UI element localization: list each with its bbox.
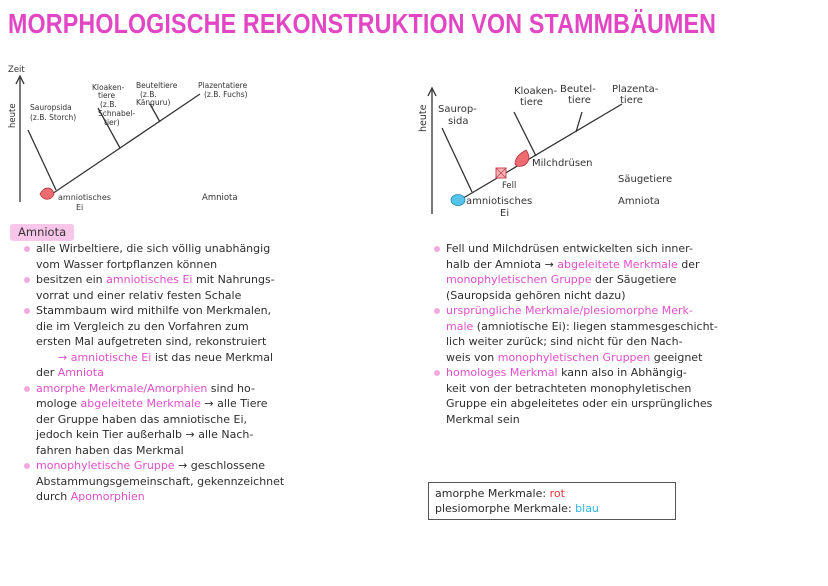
note-item: ursprüngliche Merkmale/plesiomorphe Merk- male (amniotische Ei): liegen stammesgeschicht- lich weiter zurück; sind nicht für den Nach- weis von monophyletischen Gruppen geeignet (432, 303, 824, 365)
note-item: homologes Merkmal kann also in Abhängig- keit von der betrachteten monophyletischen Gruppe ein abgeleitetes oder ein ursprüngliches Merkmal sein (432, 365, 824, 427)
note-item: alle Wirbeltiere, die sich völlig unabhängig vom Wasser fortpflanzen können (22, 241, 412, 272)
tree-left (0, 60, 300, 220)
taxon-kloakentiere: Kloaken- tiere (514, 86, 558, 108)
plesiomorphy-mark (451, 195, 465, 206)
note-item: Fell und Milchdrüsen entwickelten sich inner- halb der Amniota → abgeleitete Merkmale der monophyletischen Gruppe der Säugetiere (Sauropsida gehören nicht dazu) (432, 241, 824, 303)
page-title: MORPHOLOGISCHE REKONSTRUKTION VON STAMMBÄUMEN (8, 8, 717, 39)
branch-sauropsida (28, 130, 56, 190)
axis-label-heute: heute (418, 104, 429, 132)
note-item: besitzen ein amniotisches Ei mit Nahrungs- vorrat und einer relativ festen Schale (22, 272, 412, 303)
taxon-sauropsida: Saurop- sida (438, 104, 477, 127)
taxon-kloakentiere: Kloaken- tiere (z.B. Schnabel- tier) (92, 83, 136, 127)
note-item: monophyletische Gruppe → geschlossene Abstammungsgemeinschaft, gekennzeichnet durch Apomorphien (22, 458, 412, 505)
legend-plesiomorph: plesiomorphe Merkmale: blau (435, 502, 599, 515)
taxon-beuteltiere: Beutel- tiere (560, 84, 596, 106)
group-label-amniota: Amniota (618, 196, 660, 207)
milk-mark (515, 150, 529, 166)
axis-label-zeit: Zeit (8, 65, 25, 75)
node-label-amniotisches-ei: amniotisches Ei (58, 193, 111, 212)
section-heading-amniota: Amniota (10, 224, 74, 241)
note-item: amorphe Merkmale/Amorphien sind ho- mologe abgeleitete Merkmale → alle Tiere der Gruppe haben das amniotische Ei, jedoch kein Tier außerhalb → alle Nach- fahren haben das Merkmal (22, 381, 412, 459)
axis-label-heute: heute (8, 103, 18, 128)
tree-right (410, 72, 710, 222)
node-label-amniotisches-ei: amniotisches Ei (466, 196, 533, 219)
label-saeugetiere: Säugetiere (618, 174, 673, 185)
notes-left (22, 241, 412, 505)
taxon-beuteltiere: Beuteltiere (z.B. Känguru) (136, 81, 178, 107)
branch-kloakentiere (514, 112, 536, 156)
branch-sauropsida (442, 128, 472, 192)
group-label-amniota: Amniota (202, 193, 238, 203)
note-item: Stammbaum wird mithilfe von Merkmalen, die im Vergleich zu den Vorfahren zum ersten Mal aufgetreten sind, rekonstruiert → amniotische Ei ist das neue Merkmal der Amniota (22, 303, 412, 381)
notes-right (432, 241, 824, 427)
label-fell: Fell (502, 181, 517, 191)
label-milchdruesen: Milchdrüsen (532, 158, 593, 169)
taxon-sauropsida: Sauropsida (z.B. Storch) (30, 103, 77, 122)
legend-apomorph: amorphe Merkmale: rot (435, 487, 565, 500)
stem-line (460, 104, 622, 200)
taxon-plazentatiere: Plazenta- tiere (612, 84, 659, 106)
taxon-plazentatiere: Plazentatiere (z.B. Fuchs) (198, 81, 248, 99)
legend-box (428, 482, 676, 520)
apomorphy-mark (40, 188, 54, 199)
